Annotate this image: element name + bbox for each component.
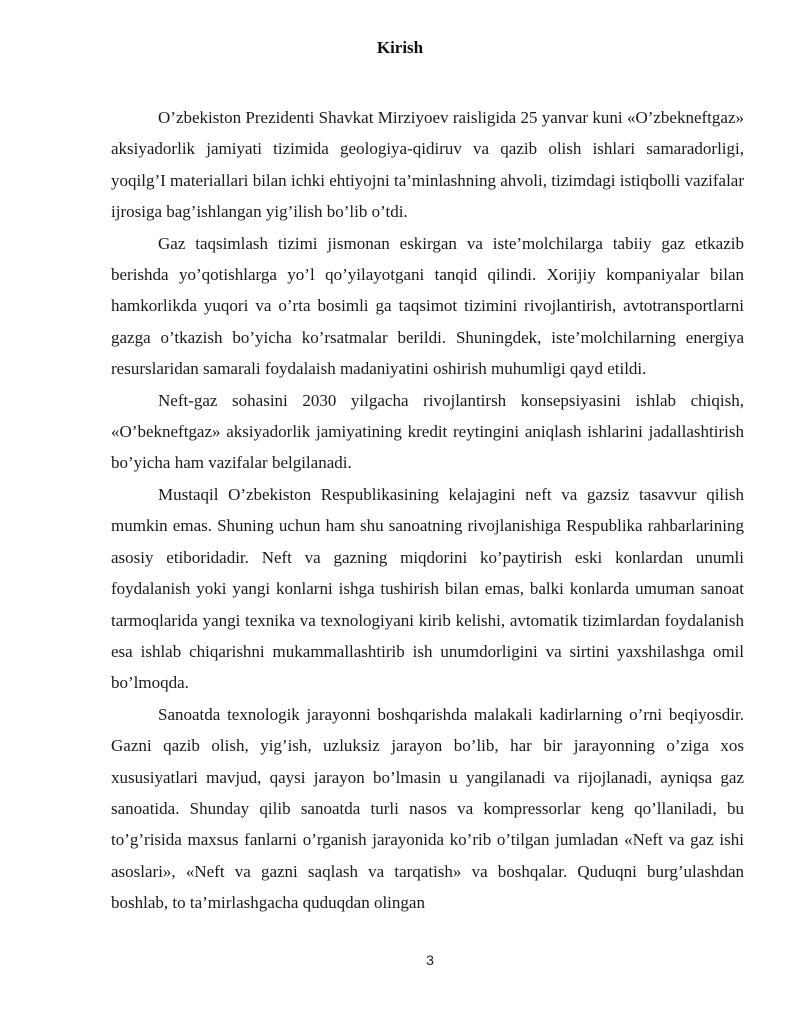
body-text bbox=[111, 102, 744, 919]
page-title: Kirish bbox=[376, 38, 424, 57]
paragraph-5: Sanoatda texnologik jarayonni boshqarishda malakali kadirlarning o’rni beqiyosdir. Gazni qazib olish, yig’ish, uzluksiz jarayon bo’lib, har bir jarayonning o’ziga xos xususiyatlari mavjud, qaysi jarayon bo’lmasin u yangilanadi va rijojlanadi, ayniqsa gaz sanoatida. Shunday qilib sanoatda turli nasos va kompressorlar keng qo’llaniladi, bu to’g’risida maxsus fanlarni o’rganish jarayonida ko’rib o’tilgan jumladan «Neft va gaz ishi asoslari», «Neft va gazni saqlash va tarqatish» va boshqalar. Quduqni burg’ulashdan boshlab, to ta’mirlashgacha quduqdan olingan bbox=[111, 704, 744, 913]
paragraph-4: Mustaqil O’zbekiston Respublikasining kelajagini neft va gazsiz tasavvur qilish mumkin emas. Shuning uchun ham shu sanoatning rivojlanishiga Respublika rahbarlarining asosiy etiboridadir. Neft va gazning miqdorini ko’paytirish eski konlardan unumli foydalanish yoki yangi konlarni ishga tushirish bilan emas, balki konlarda umuman sanoat tarmoqlarida yangi texnika va texnologiyani kirib kelishi, avtomatik tizimlardan foydalanish esa ishlab chiqarishni mukammallashtirib ish unumdorligini va sirtini yaxshilashga omil bo’lmoqda. bbox=[111, 484, 744, 693]
paragraph-3: Neft-gaz sohasini 2030 yilgacha rivojlantirsh konsepsiyasini ishlab chiqish, «O’bekneftgaz» aksiyadorlik jamiyatining kredit reytingini aniqlash ishlarini jadallashtirish bo’yicha ham vazifalar belgilanadi. bbox=[111, 390, 744, 473]
paragraph-2: Gaz taqsimlash tizimi jismonan eskirgan va iste’molchilarga tabiiy gaz etkazib berishda yo’qotishlarga yo’l qo’yilayotgani tanqid qilindi. Xorijiy kompaniyalar bilan hamkorlikda yuqori va o’rta bosimli ga taqsimot tizimini rivojlantirish, avtotransportlarni gazga o’tkazish bo’yicha ko’rsatmalar berildi. Shuningdek, iste’molchilarning energiya resurslaridan samarali foydalaish madaniyatini oshirish muhumligi qayd etildi. bbox=[111, 233, 744, 379]
page-number: 3 bbox=[426, 952, 434, 968]
paragraph-1: O’zbekiston Prezidenti Shavkat Mirziyoev raisligida 25 yanvar kuni «O’zbekneftgaz» aksiyadorlik jamiyati tizimida geologiya-qidiruv va qazib olish ishlari samaradorligi, yoqilg’I materiallari bilan ichki ehtiyojni ta’minlashning ahvoli, tizimdagi istiqbolli vazifalar ijrosiga bag’ishlangan yig’ilish bo’lib o’tdi. bbox=[111, 108, 744, 222]
